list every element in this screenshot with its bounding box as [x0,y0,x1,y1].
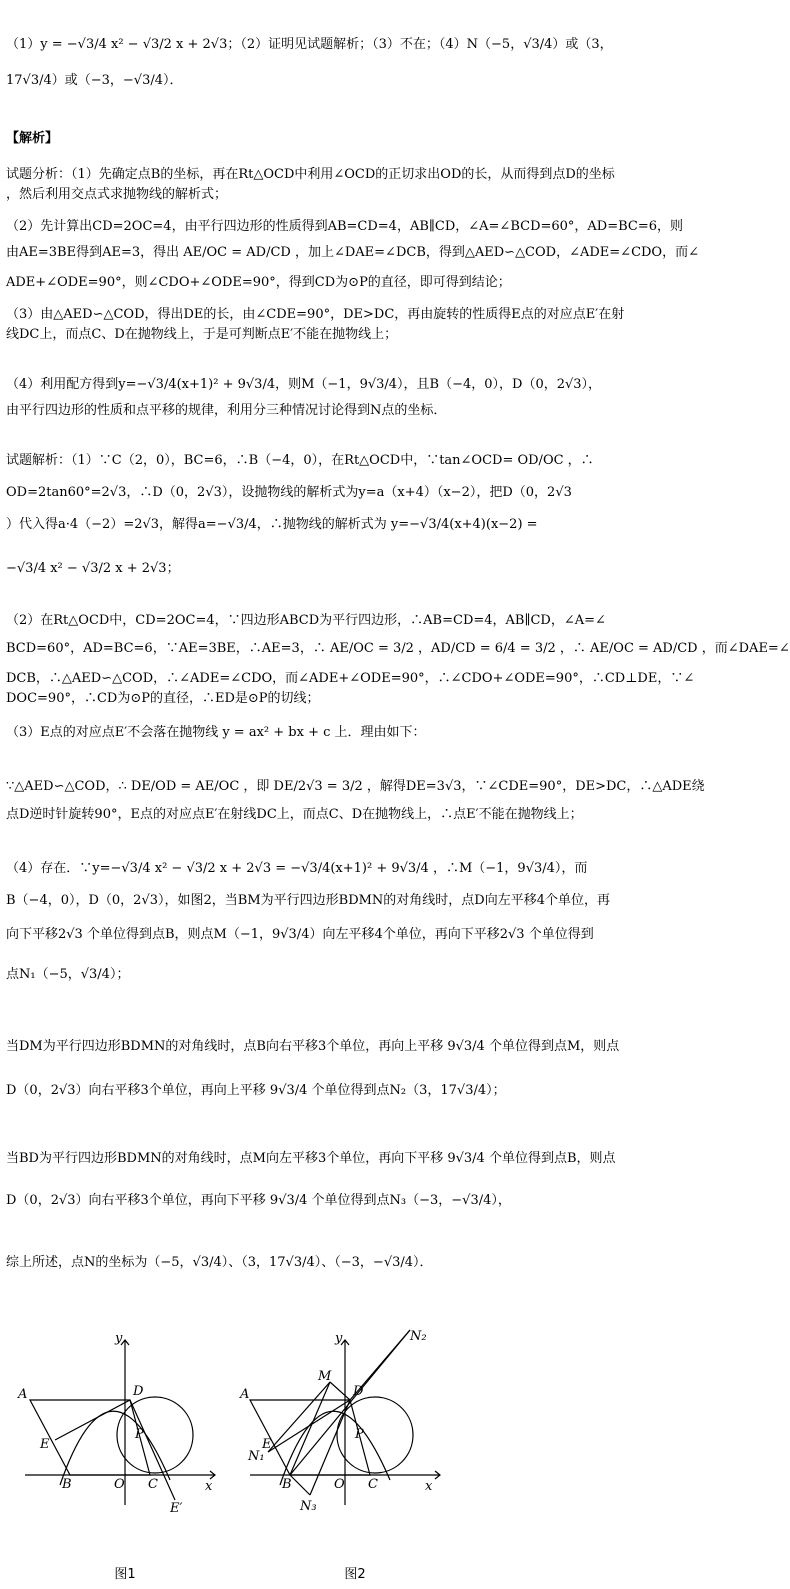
fig2-label-n2: N₂ [410,1329,427,1344]
solution-s2a: （2）在Rt△OCD中，CD=2OC=4，∵四边形ABCD为平行四边形，∴AB=CD=4，AB∥CD，∠A=∠ [6,613,606,628]
fig2-label-o: O [334,1477,345,1492]
geometry-figures [0,1320,630,1589]
solution-s6b: D（0，2√3）向右平移3个单位，再向下平移 9√3/4 个单位得到点N₃（−3，−√3/4）， [6,1193,511,1208]
fig2-label-n1: N₁ [248,1449,265,1464]
fig1-label-p: P [135,1427,144,1442]
answer-line-1: （1）y = −√3/4 x² − √3/2 x + 2√3；（2）证明见试题解析；（3）不在；（4）N（−5，√3/4）或（3， [6,37,613,52]
analysis-p3b: 线DC上，而点C、D在抛物线上，于是可判断点E′不能在抛物线上； [6,327,398,342]
solution-s3c: 点D逆时针旋转90°，E点的对应点E′在射线DC上，而点C、D在抛物线上，∴点E′不能在抛物线上； [6,807,583,822]
analysis-p4b: 由平行四边形的性质和点平移的规律，利用分三种情况讨论得到N点的坐标． [6,403,447,418]
fig2-label-p: P [355,1427,364,1442]
analysis-p4a: （4）利用配方得到y=−√3/4(x+1)² + 9√3/4，则M（−1，9√3/4），且B（−4，0），D（0，2√3）， [6,377,602,392]
fig2-label-e: E [262,1437,272,1452]
analysis-p2b: 由AE=3BE得到AE=3，得出 AE/OC = AD/CD ，加上∠DAE=∠DCB，得到△AED∽△COD，∠ADE=∠CDO，而∠ [6,245,699,260]
analysis-p3a: （3）由△AED∽△COD，得出DE的长，由∠CDE=90°，DE>DC，再由旋转的性质得E点的对应点E′在射 [6,307,625,322]
fig2-label-d: D [353,1384,364,1399]
fig2-label-y: y [335,1331,343,1346]
fig1-label-b: B [62,1477,72,1492]
analysis-p1b: ，然后利用交点式求抛物线的解析式； [6,187,228,202]
fig1-label-x: x [205,1479,213,1494]
fig1-label-e: E [40,1437,50,1452]
fig1-label-a: A [18,1387,28,1402]
fig2-label-n3: N₃ [300,1499,317,1514]
solution-s2b: BCD=60°，AD=BC=6，∵AE=3BE，∴AE=3，∴ AE/OC = 3/2 ，AD/CD = 6/4 = 3/2 ，∴ AE/OC = AD/CD ，而∠DAE=∠ [6,641,790,656]
solution-s4a: （4）存在．∵y=−√3/4 x² − √3/2 x + 2√3 = −√3/4(x+1)² + 9√3/4 ，∴M（−1，9√3/4），而 [6,861,588,876]
fig2-line-md [330,1382,350,1400]
fig1-label-d: D [133,1384,144,1399]
analysis-heading: 【解析】 [6,131,59,146]
solution-s7: 综上所述，点N的坐标为（−5，√3/4）、（3，17√3/4）、（−3，−√3/4）． [6,1255,433,1270]
solution-s4c: 向下平移2√3 个单位得到点B，则点M（−1，9√3/4）向左平移4个单位，再向下平移2√3 个单位得到 [6,927,594,942]
solution-s4d: 点N₁（−5，√3/4）； [6,967,130,982]
solution-s5b: D（0，2√3）向右平移3个单位，再向上平移 9√3/4 个单位得到点N₂（3，17√3/4）； [6,1083,506,1098]
solution-s1c: ）代入得a·4（−2）=2√3，解得a=−√3/4，∴抛物线的解析式为 y=−√3/4(x+4)(x−2) = [6,517,538,532]
fig1-line-de [55,1400,130,1440]
fig1-circle [117,1397,193,1473]
solution-s2d: DOC=90°，∴CD为⊙P的直径，∴ED是⊙P的切线； [6,691,320,706]
fig2-line-bn3 [290,1475,310,1495]
solution-s4b: B（−4，0），D（0，2√3），如图2，当BM为平行四边形BDMN的对角线时，点D向左平移4个单位，再 [6,893,610,908]
solution-s3a: （3）E点的对应点E′不会落在抛物线 y = ax² + bx + c 上．理由如下： [6,725,426,740]
fig1-label-o: O [114,1477,125,1492]
fig2-parabola [280,1411,390,1485]
fig1-caption: 图1 [114,1567,136,1582]
solution-s1a: 试题解析：（1）∵C（2，0），BC=6，∴B（−4，0），在Rt△OCD中，∵tan∠OCD= OD/OC ，∴ [6,453,594,468]
fig2-label-c: C [368,1477,378,1492]
fig1-label-ep: E′ [170,1501,183,1516]
fig2-label-x: x [425,1479,433,1494]
solution-s2c: DCB，∴△AED∽△COD，∴∠ADE=∠CDO，而∠ADE+∠ODE=90°，∴∠CDO+∠ODE=90°，∴CD⊥DE，∵∠ [6,671,695,686]
fig2-circle [337,1397,413,1473]
answer-line-2: 17√3/4）或（−3，−√3/4）． [6,73,183,88]
fig2-label-m: M [318,1369,332,1384]
fig2-label-b: B [282,1477,292,1492]
solution-s6a: 当BD为平行四边形BDMN的对角线时，点M向左平移3个单位，再向下平移 9√3/4 个单位得到点B，则点 [6,1151,616,1166]
solution-s5a: 当DM为平行四边形BDMN的对角线时，点B向右平移3个单位，再向上平移 9√3/4 个单位得到点M，则点 [6,1039,620,1054]
solution-s1b: OD=2tan60°=2√3，∴D（0，2√3），设抛物线的解析式为y=a（x+4）（x−2），把D（0，2√3 [6,485,572,500]
fig2-label-a: A [240,1387,250,1402]
analysis-p1a: 试题分析：（1）先确定点B的坐标，再在Rt△OCD中利用∠OCD的正切求出OD的长，从而得到点D的坐标 [6,167,615,182]
analysis-p2c: ADE+∠ODE=90°，则∠CDO+∠ODE=90°，得到CD为⊙P的直径，即可得到结论； [6,275,511,290]
fig2-caption: 图2 [344,1567,366,1582]
analysis-p2a: （2）先计算出CD=2OC=4，由平行四边形的性质得到AB=CD=4，AB∥CD，∠A=∠BCD=60°，AD=BC=6，则 [6,219,684,234]
fig1-parabola [60,1411,170,1485]
solution-s1d: −√3/4 x² − √3/2 x + 2√3； [6,561,180,576]
fig1-label-y: y [115,1331,123,1346]
solution-s3b: ∵△AED∽△COD，∴ DE/OD = AE/OC ，即 DE/2√3 = 3/2 ，解得DE=3√3，∵∠CDE=90°，DE>DC，∴△ADE绕 [6,779,705,794]
fig1-label-c: C [148,1477,158,1492]
